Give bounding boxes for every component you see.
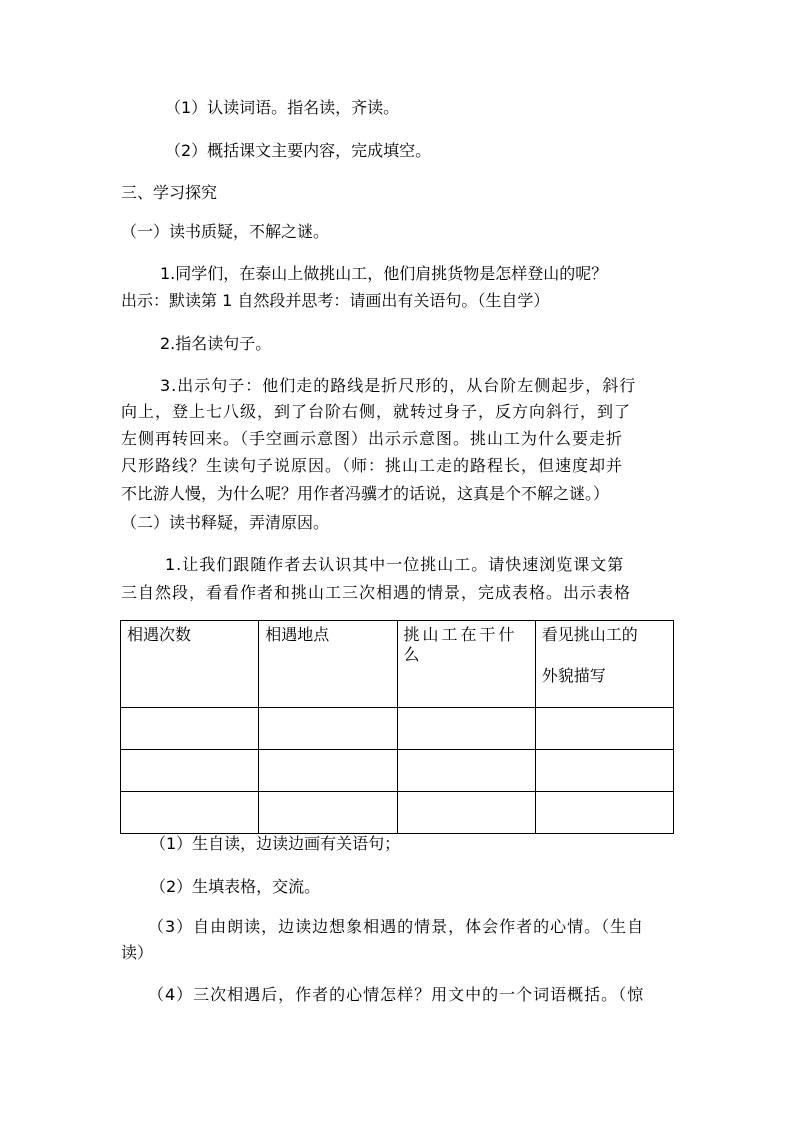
header-cell-activity: 挑山工在干什 么 [397,621,535,708]
paragraph-item-3-line-5: 不比游人慢，为什么呢？用作者冯骥才的话说，这真是个不解之谜。） [121,484,610,503]
paragraph-item-3-line-4: 尺形路线？生读句子说原因。（师：挑山工走的路程长，但速度却并 [121,456,624,475]
paragraph-item-3-line-3: 左侧再转回来。（手空画示意图）出示示意图。挑山工为什么要走折 [121,429,624,448]
step-free-reading-line-2: 读） [121,943,154,962]
table-header-row [121,621,674,708]
step-read-words: （1）认读词语。指名读，齐读。 [165,98,400,117]
table-cell [121,708,259,750]
paragraph-item-3-line-2: 向上，登上七八级，到了台阶右侧，就转过身子，反方向斜行，到了 [121,402,632,421]
table-cell [121,792,259,834]
table-cell [397,708,535,750]
paragraph-item-2: 2.指名读句子。 [160,334,272,353]
step-author-feeling: （4）三次相遇后，作者的心情怎样？用文中的一个词语概括。（惊 [148,985,645,1004]
table-row [121,750,674,792]
step-summarize: （2）概括课文主要内容，完成填空。 [165,141,432,160]
table-row [121,708,674,750]
table-cell [259,708,397,750]
header-cell-appearance: 看见挑山工的 外貌描写 [535,621,673,708]
paragraph-table-intro-line-2: 三自然段，看看作者和挑山工三次相遇的情景，完成表格。出示表格 [121,583,632,602]
header-cell-place: 相遇地点 [259,621,397,708]
table-cell [259,750,397,792]
paragraph-table-intro-line-1: 1.让我们跟随作者去认识其中一位挑山工。请快速浏览课文第 [165,555,625,574]
table-cell [535,708,673,750]
table-row [121,792,674,834]
subsection-heading-questions: （一）读书质疑，不解之谜。 [121,222,330,241]
header-cell-count: 相遇次数 [121,621,259,708]
encounter-table [120,620,674,834]
paragraph-item-1-line-2: 出示：默读第 1 自然段并思考：请画出有关语句。（生自学） [121,291,550,310]
step-self-read: （1）生自读，边读边画有关语句； [150,834,401,853]
paragraph-item-1-line-1: 1.同学们，在泰山上做挑山工，他们肩挑货物是怎样登山的呢？ [160,264,608,283]
table-cell [535,792,673,834]
paragraph-item-3-line-1: 3.出示句子：他们走的路线是折尺形的，从台阶左侧起步，斜行 [160,376,637,395]
step-fill-table: （2）生填表格，交流。 [150,877,321,896]
table-cell [535,750,673,792]
step-free-reading-line-1: （3）自由朗读，边读边想象相遇的情景，体会作者的心情。（生自 [148,917,645,936]
subsection-heading-answers: （二）读书释疑，弄清原因。 [121,513,330,532]
table-cell [121,750,259,792]
section-heading-explore: 三、学习探究 [121,183,218,202]
table-cell [397,792,535,834]
table-cell [259,792,397,834]
table-cell [397,750,535,792]
